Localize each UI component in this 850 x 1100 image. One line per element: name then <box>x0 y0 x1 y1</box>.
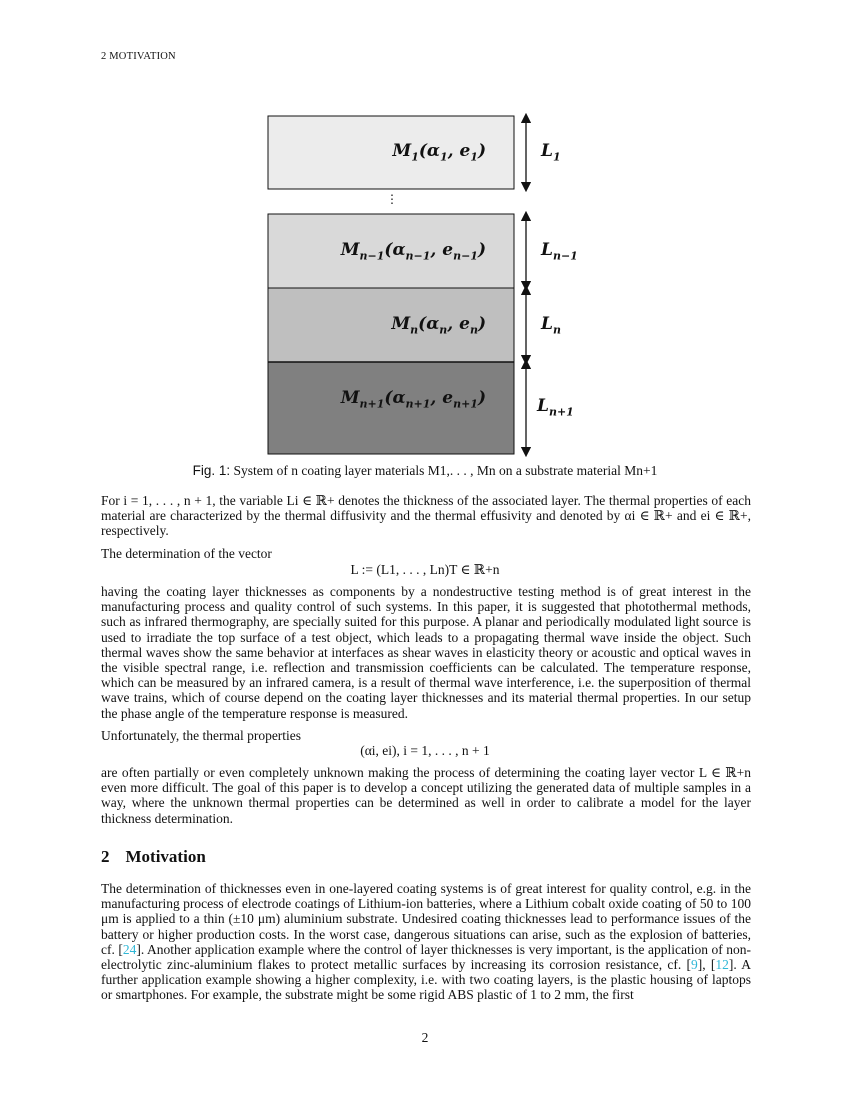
layer-label-1: $M_1(\alpha_1$, $e_1$) <box>392 141 486 164</box>
thickness-label-1: $L_1$ <box>541 141 561 164</box>
citation-link-9[interactable]: 9 <box>691 957 698 973</box>
citation-link-12[interactable]: 12 <box>715 957 729 973</box>
section-heading <box>101 847 206 867</box>
citation-link-24[interactable]: 24 <box>122 941 137 957</box>
paragraph-goal: are often partially or even completely unknown making the process of determining the coating layer vector L ∈ ℝ+n even more difficult. The goal of this paper is to develop a concept utilizing the generated data of multiple samples in a way, where the unknown thermal properties can be determined as well in order to calibrate a model for the layer thickness determination. <box>101 765 751 826</box>
paragraph-vector-intro: The determination of the vector <box>101 546 272 561</box>
thickness-label-substrate: $L_{n+1}$ <box>537 396 574 419</box>
running-head: 2 MOTIVATION <box>101 51 176 62</box>
paragraph-photothermal: having the coating layer thicknesses as components by a nondestructive testing method is of great interest in the manufacturing process and quality control of such systems. In this paper, it is suggested that photothermal methods, such as infrared thermography, are specially suited for this purpose. A planar and periodically modulated light source is used to irradiate the top surface of a test object, which leads to a propagating thermal wave inside the object. Such thermal waves show the same behavior at interfaces as shear waves in elasticity theory or acoustic and optical waves in the visible spectral range, i.e. reflection and transmission coefficients can be calculated. The temperature response, which can be measured by an infrared camera, is a result of thermal wave interference, i.e. the superposition of thermal wave trains, which of course depend on the coating layer thicknesses and its material thermal properties. In our setup the phase angle of the temperature response is measured. <box>101 584 751 721</box>
equation-properties: (αi, ei), i = 1, . . . , n + 1 <box>360 743 490 758</box>
caption-text: System of n coating layer materials M1,. . . , Mn on a substrate material Mn+1 <box>233 463 658 478</box>
layer-ellipsis: ⋮ <box>386 192 398 206</box>
thickness-label-n: $L_n$ <box>541 314 561 337</box>
equation-vector-L: L := (L1, . . . , Ln)T ∈ ℝ+n <box>350 562 500 577</box>
layer-label-n: $M_n(\alpha_n$, $e_n$) <box>391 314 486 337</box>
paragraph-thermal-properties: Unfortunately, the thermal properties <box>101 728 302 743</box>
paragraph-motivation: The determination of thicknesses even in one-layered coating systems is of great interest for quality control, e.g. in the manufacturing process of electrode coatings of Lithium-ion batteries, where a Lithium cobalt oxide coating of 50 to 100 μm is applied to a thin (±10 μm) aluminium substrate. Undesired coating thicknesses lead to performance issues of the battery or higher production costs. In the worst case, dangerous situations can arise, such as the explosion of batteries, cf. [24]. Another application example where the control of layer thicknesses is very important, is the application of non-electrolytic zinc-aluminium flakes to protect metallic surfaces by increasing its corrosion resistance, cf. [9], [12]. A further application example showing a higher complexity, i.e. with two coating layers, is the plastic housing of laptops or smartphones. For example, the substrate might be some rigid ABS plastic of 1 to 2 mm, the first <box>101 881 752 1003</box>
layer-label-substrate: $M_{n+1}(\alpha_{n+1}$, $e_{n+1}$) <box>340 388 486 411</box>
figure-layer-system <box>0 0 850 470</box>
figure-caption <box>0 463 850 479</box>
page-number: 2 <box>421 1030 429 1045</box>
layer-label-n-1: $M_{n-1}(\alpha_{n-1}$, $e_{n-1}$) <box>340 240 486 263</box>
paragraph-thickness-definition: For i = 1, . . . , n + 1, the variable Li ∈ ℝ+ denotes the thickness of the associated layer. The thermal properties of each material are characterized by the thermal diffusivity and the thermal effusivity and denoted by αi ∈ ℝ+ and ei ∈ ℝ+, respectively. <box>101 493 751 539</box>
section-title: Motivation <box>125 847 206 866</box>
figure-number: Fig. 1: <box>192 463 231 478</box>
thickness-label-n-1: $L_{n-1}$ <box>541 240 578 263</box>
section-number: 2 <box>101 847 110 866</box>
